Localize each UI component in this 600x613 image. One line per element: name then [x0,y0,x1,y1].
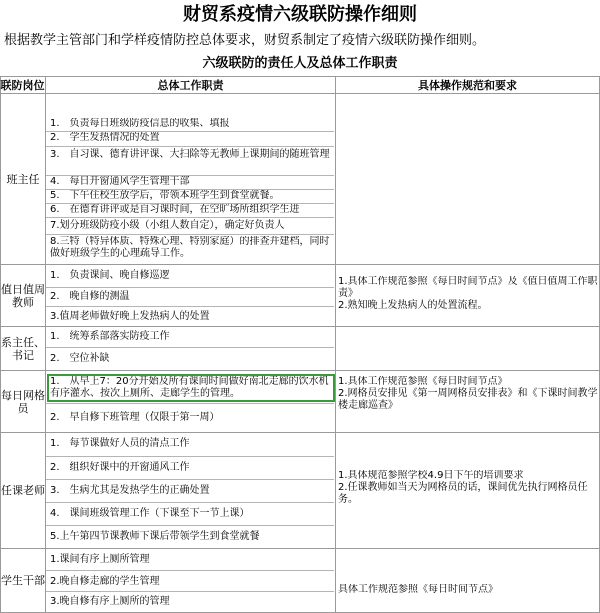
duty-item: 1. 每节课做好人员的清点工作 [46,433,334,457]
duty-item: 4. 课间班级管理工作（下课至下一节上课） [46,503,334,526]
duty-item: 2. 学生发热情况的处置 [46,132,334,147]
duty-item: 5.上午第四节课教师下课后带领学生到食堂就餐 [50,531,260,542]
role-cell: 每日网格员 [1,388,45,415]
duty-item: 5. 下午住校生放学后，带领本班学生到食堂就餐。 [46,190,334,204]
duty-item: 1. 负责每日班级防疫信息的收集、填报 [46,118,334,132]
duty-item: 2.晚自修走廊的学生管理 [46,571,334,592]
duty-item: 2. 早自修下班管理（仅限于第一周） [50,412,220,423]
duty-item[interactable]: 1. 从早上7：20分开始及所有课间时间做好南北走廊的饮水机有序灌水、按次上厕所、走廊学生的管理。 [46,374,334,404]
requirements-cell [338,330,598,368]
column-header-requirements: 具体操作规范和要求 [418,79,517,92]
header-bottom-border [0,93,600,94]
duty-item: 3. 生病尤其是发热学生的正确处置 [46,480,334,503]
duty-item: 3.值周老师做好晚上发热病人的处置 [50,311,210,322]
column-divider [335,76,336,613]
column-header-role: 联防岗位 [0,79,45,92]
requirements-cell: 1.具体工作规范参照《每日时间节点》及《值日值周工作职责》 2.熟知晚上发热病人的处置流程。 [338,276,598,311]
duty-item: 3.晚自修有序上厕所的管理 [50,596,170,607]
duty-item: 1. 统筹系部落实防疫工作 [46,327,334,348]
row-divider [0,264,600,265]
role-cell: 班主任 [6,172,40,186]
role-cell: 任课老师 [1,484,45,497]
duty-item: 4. 每日开窗通风学生管理干部 [46,176,334,190]
requirements-cell [338,96,598,262]
duty-item: 2. 空位补缺 [50,353,110,364]
duty-item: 1.课间有序上厕所管理 [46,549,334,571]
duty-item: 2. 晚自修的测温 [46,288,334,307]
duty-item: 2. 组织好课中的开窗通风工作 [46,457,334,480]
table-subtitle: 六级联防的责任人及总体工作职责 [202,56,398,71]
row-divider [0,370,600,371]
requirements-cell: 具体工作规范参照《每日时间节点》 [338,584,498,595]
role-cell: 值日值周教师 [1,282,45,309]
duty-item: 6. 在德育讲评或是自习课时间，在空旷场所组织学生进 [46,204,334,218]
column-header-duties: 总体工作职责 [157,79,224,92]
duty-item: 7.划分班级防疫小级（小组人数自定），确定好负责人 [46,218,334,235]
role-cell: 学生干部 [1,574,45,587]
requirements-cell: 1.具体规范参照学校4.9日下午的培训要求 2.任课教师如当天为网格员的话，课间优先执行网格员任务。 [338,470,588,505]
selected-cell-highlight[interactable] [47,374,335,402]
document-title: 财贸系疫情六级联防操作细则 [183,4,417,25]
role-cell: 系主任、书记 [1,335,45,362]
duty-item: 8.三特（特异体质、特殊心理、特别家庭）的排查并建档，同时做好班级学生的心理疏导工作。 [50,236,330,259]
requirements-cell: 1.具体工作规范参照《每日时间节点》 2.网格员安排见《第一周网格员安排表》和《下课时间教学楼走廊巡查》 [338,376,598,411]
duty-item: 1. 负责课间、晚自修巡逻 [46,267,334,288]
intro-paragraph: 根据教学主管部门和学样疫情防控总体要求，财贸系制定了疫情六级联防操作细则。 [4,33,486,48]
duty-item: 3. 自习课、德育讲评课、大扫除等无教师上课期间的随班管理 [46,147,334,176]
table-top-border [0,76,600,77]
